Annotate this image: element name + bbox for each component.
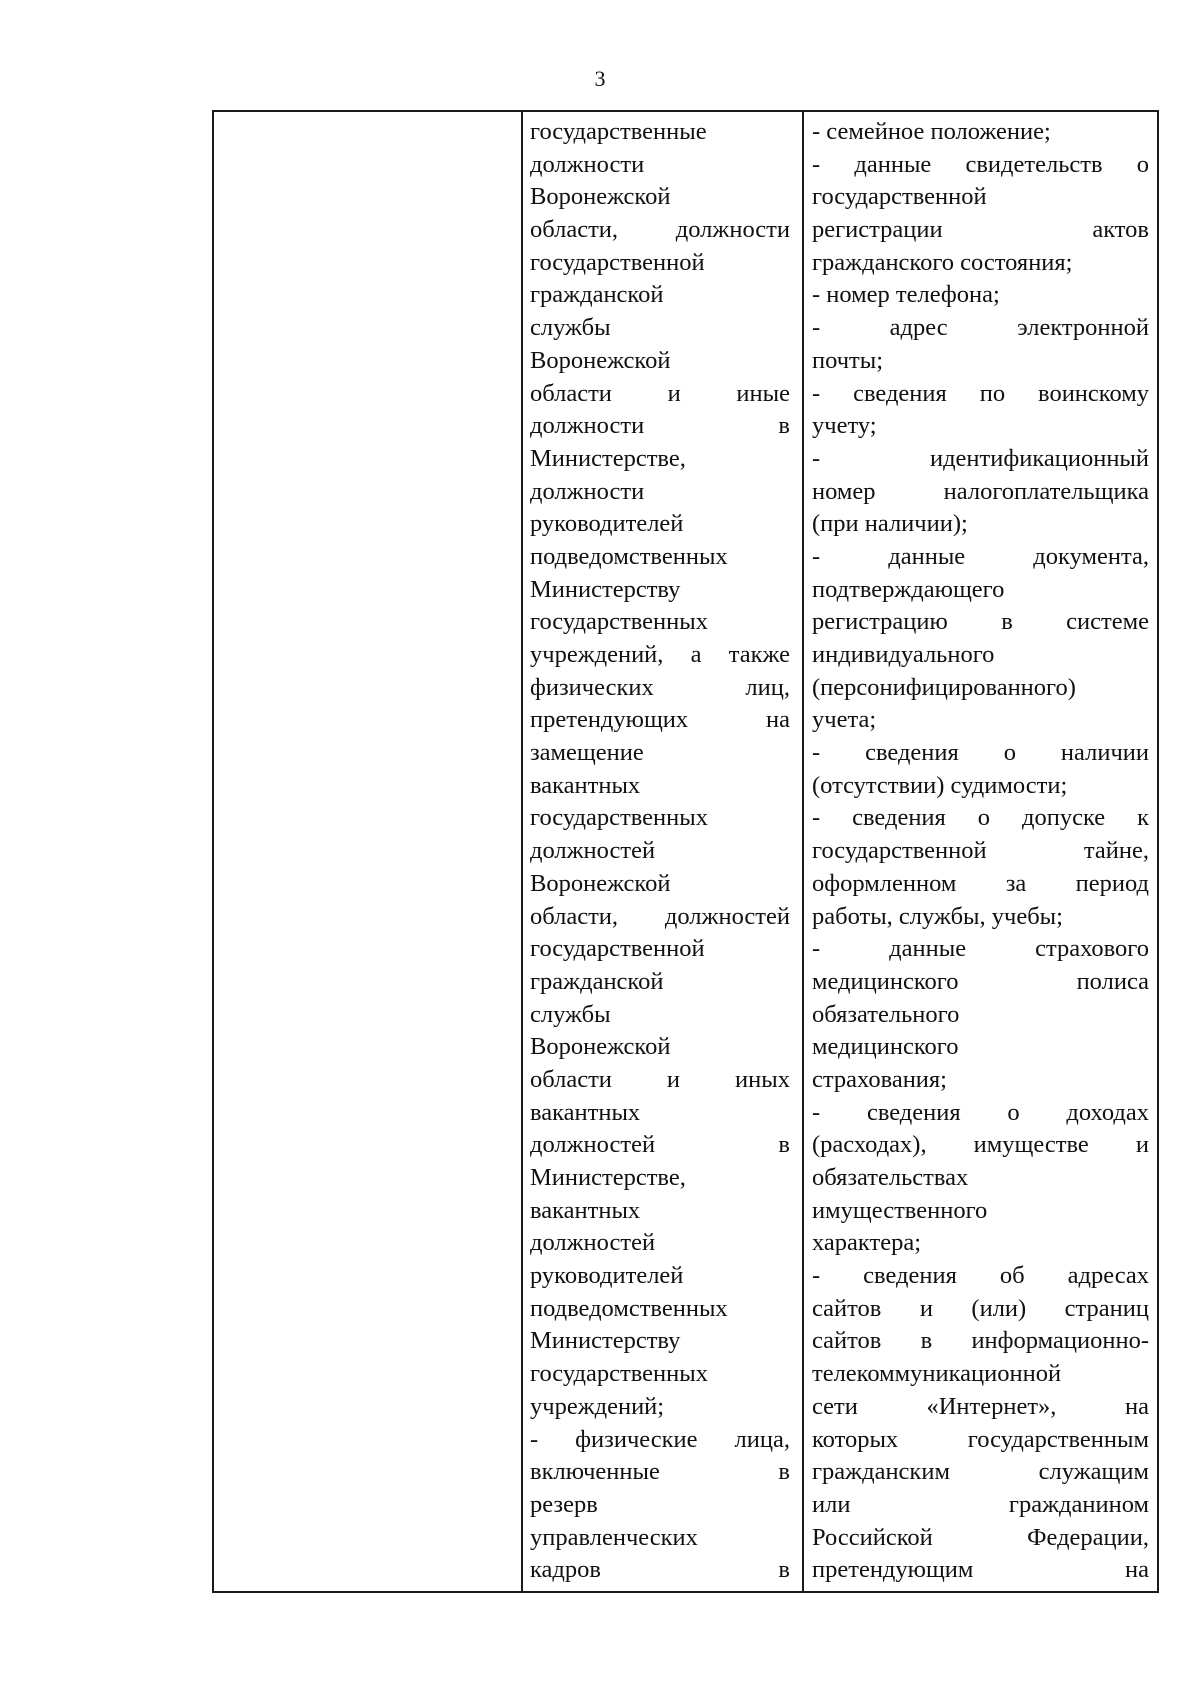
text-line: - сведения о допуске к xyxy=(812,804,1149,832)
text-line: номер налогоплательщика xyxy=(812,477,1149,505)
text-line: почты; xyxy=(812,346,884,374)
text-line: имущественного xyxy=(812,1196,988,1224)
text-line: кадров в xyxy=(530,1556,790,1584)
text-line: претендующим на xyxy=(812,1556,1149,1584)
text-line: области и иных xyxy=(530,1065,790,1093)
text-line: учреждений; xyxy=(530,1392,665,1420)
text-line: руководителей xyxy=(530,1262,684,1290)
page-number: 3 xyxy=(594,66,606,91)
document-table xyxy=(212,110,1159,1593)
text-line: руководителей xyxy=(530,510,684,538)
text-line: подтверждающего xyxy=(812,575,1005,603)
text-line: регистрацию в системе xyxy=(812,608,1149,636)
text-line: Российской Федерации, xyxy=(812,1523,1149,1551)
text-line: области и иные xyxy=(530,379,790,407)
text-line: физических лиц, xyxy=(530,673,790,701)
text-line: (при наличии); xyxy=(812,510,968,538)
text-line: учета; xyxy=(812,706,877,734)
text-line: - данные документа, xyxy=(812,542,1149,570)
text-line: подведомственных xyxy=(530,1294,728,1322)
text-line: должности в xyxy=(530,412,790,440)
text-line: - данные страхового xyxy=(812,935,1149,963)
text-line: Министерстве, xyxy=(530,1164,686,1191)
text-line: включенные в xyxy=(530,1458,790,1486)
text-line: государственных xyxy=(530,804,708,832)
text-line: вакантных xyxy=(530,1196,641,1224)
text-line: Воронежской xyxy=(530,346,671,374)
text-line: регистрации актов xyxy=(812,216,1149,244)
text-line: службы xyxy=(530,314,611,342)
text-line: индивидуального xyxy=(812,641,995,668)
text-line: медицинского полиса xyxy=(812,967,1149,995)
text-line: области, должности xyxy=(530,216,790,244)
text-line: Министерству xyxy=(530,1327,681,1355)
text-line: резерв xyxy=(530,1490,598,1518)
text-line: Воронежской xyxy=(530,1033,671,1061)
text-line: подведомственных xyxy=(530,542,728,570)
text-line: - сведения по воинскому xyxy=(812,379,1149,407)
text-line: претендующих на xyxy=(530,706,790,734)
text-line: - сведения об адресах xyxy=(812,1262,1149,1290)
text-line: оформленном за период xyxy=(812,869,1149,897)
text-line: (персонифицированного) xyxy=(812,673,1076,701)
text-line: гражданского состояния; xyxy=(812,248,1073,276)
text-line: (отсутствии) судимости; xyxy=(812,771,1068,799)
table-column-2 xyxy=(530,116,790,1587)
text-line: обязательствах xyxy=(812,1164,969,1191)
text-line: должностей xyxy=(530,1229,656,1257)
text-line: - номер телефона; xyxy=(812,281,1000,309)
text-line: сайтов в информационно- xyxy=(812,1327,1149,1355)
text-line: телекоммуникационной xyxy=(812,1360,1062,1388)
text-line: государственной xyxy=(530,935,705,963)
text-line: - физические лица, xyxy=(530,1425,790,1453)
text-line: или гражданином xyxy=(812,1490,1149,1518)
text-line: - сведения о наличии xyxy=(812,739,1149,767)
text-line: должностей в xyxy=(530,1131,790,1159)
text-line: гражданским служащим xyxy=(812,1458,1149,1486)
text-line: - данные свидетельств о xyxy=(812,150,1149,178)
text-line: страхования; xyxy=(812,1065,947,1093)
text-line: - идентификационный xyxy=(812,444,1149,472)
text-line: Воронежской xyxy=(530,869,671,897)
text-line: учреждений, а также xyxy=(530,641,790,668)
text-line: которых государственным xyxy=(812,1425,1149,1453)
text-line: государственной xyxy=(530,248,705,276)
text-line: службы xyxy=(530,1000,611,1028)
text-line: сайтов и (или) страниц xyxy=(812,1294,1149,1322)
text-line: замещение xyxy=(530,739,644,767)
text-line: должностей xyxy=(530,837,656,865)
text-line: должности xyxy=(530,477,645,505)
text-line: Воронежской xyxy=(530,183,671,211)
table-column-3 xyxy=(812,116,1149,1587)
text-line: работы, службы, учебы; xyxy=(812,902,1063,930)
text-line: гражданской xyxy=(530,967,664,995)
text-line: вакантных xyxy=(530,1098,641,1126)
text-line: государственные xyxy=(530,118,707,145)
text-line: характера; xyxy=(812,1229,922,1257)
text-line: государственной xyxy=(812,183,987,211)
text-line: Министерстве, xyxy=(530,444,686,472)
text-line: государственных xyxy=(530,1360,708,1388)
text-line: - сведения о доходах xyxy=(812,1098,1149,1126)
text-line: сети «Интернет», на xyxy=(812,1392,1149,1420)
column-divider xyxy=(802,112,804,1591)
text-line: должности xyxy=(530,150,645,178)
text-line: учету; xyxy=(812,412,877,440)
text-line: - адрес электронной xyxy=(812,314,1149,342)
text-line: управленческих xyxy=(530,1523,698,1551)
text-line: обязательного xyxy=(812,1000,960,1028)
text-line: гражданской xyxy=(530,281,664,309)
text-line: (расходах), имуществе и xyxy=(812,1131,1149,1159)
column-divider xyxy=(521,112,523,1591)
text-line: вакантных xyxy=(530,771,641,799)
text-line: области, должностей xyxy=(530,902,790,930)
text-line: государственных xyxy=(530,608,708,636)
text-line: медицинского xyxy=(812,1033,959,1061)
text-line: Министерству xyxy=(530,575,681,603)
text-line: государственной тайне, xyxy=(812,837,1149,865)
text-line: - семейное положение; xyxy=(812,118,1051,145)
